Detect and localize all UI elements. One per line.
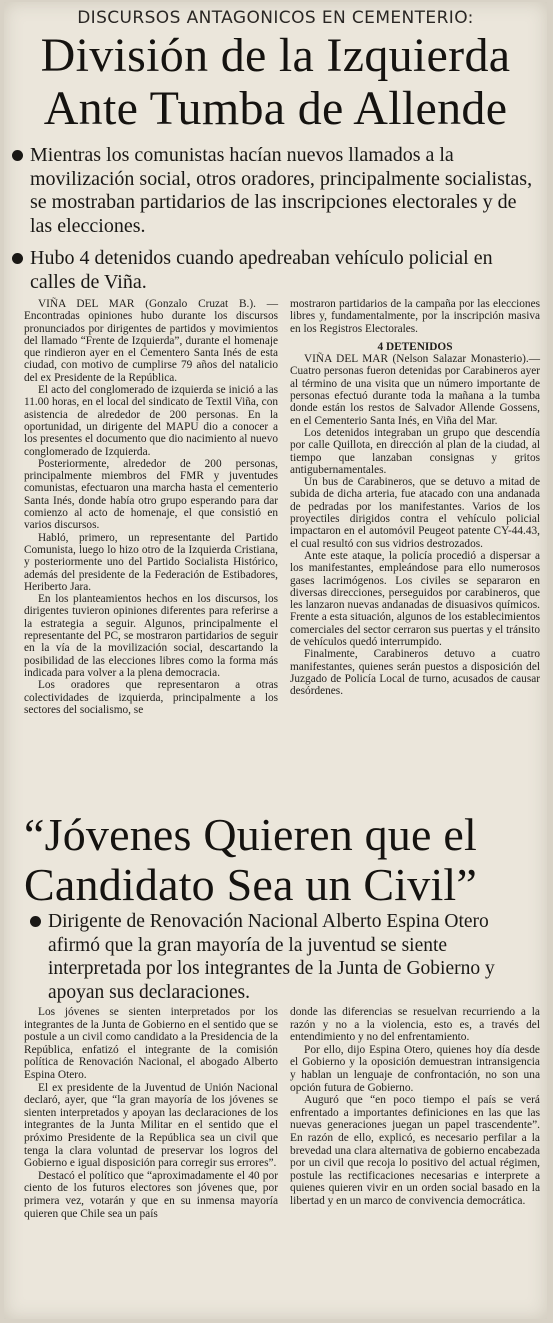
paragraph: Los oradores que representaron a otras colectividades de izquierda, principalmente a los sectores del socialismo, se [24,679,278,716]
headline-line-2: Ante Tumba de Allende [43,82,508,135]
paragraph: Los jóvenes se sienten interpretados por los integrantes de la Junta de Gobierno en el sentido que se postule a un civil como candidato a la Presidencia de la República, enfatizó el integrante de la comisión política de Renovación Nacional, el abogado Alberto Espina Otero. [24,1006,278,1081]
newspaper-clipping [4,2,547,1319]
paragraph: Ante este ataque, la policía procedió a dispersar a los manifestantes, empleándose para ello numerosos gases lacrimógenos. Los civiles se separaron en diversas direcciones, perseguidos por carabineros, que les lanzaron nuevas andanadas de disuasivos químicos. Frente a esta situación, algunos de los establecimientos comerciales del sector cerraron sus puertas y el tránsito de vehículos quedó interrumpido. [290,549,540,649]
paragraph: donde las diferencias se resuelvan recurriendo a la razón y no a la violencia, esto es, a través del entendimiento y no del enfrentamiento. [290,1006,540,1044]
paragraph: Un bus de Carabineros, que se detuvo a mitad de subida de dicha arteria, fue atacado con una andanada de pedradas por los manifestantes. Varios de los proyectiles dirigidos contra el vehículo policial impactaron en el automóvil Peugeot patente CY-44.43, el cual resultó con sus vidrios destrozados. [290,476,540,550]
article-1-column-2 [290,298,540,698]
headline-line-1: División de la Izquierda [40,29,511,82]
paragraph: El acto del conglomerado de izquierda se inició a las 11.00 horas, en el local del sindicato de Textil Viña, con asistencia de alrededor de 200 personas. En la oportunidad, un dirigente del MAPU dio a conocer a los presentes el documento que dio nacimiento al nuevo conglomerado de Izquierda. [24,384,278,458]
article-1-column-1 [24,298,278,716]
kicker: DISCURSOS ANTAGONICOS EN CEMENTERIO: [77,8,474,28]
bullet-icon [30,916,41,927]
bullet-icon [12,253,23,264]
paragraph: Posteriormente, alrededor de 200 personas, principalmente miembros del FMR y juventudes comunistas, efectuaron una marcha hasta el cementerio Santa Inés, donde había otro grupo esperando para dar comienzo al acto de homenaje, el que consistió en varios discursos. [24,457,278,532]
paragraph: mostraron partidarios de la campaña por las elecciones libres y, fundamentalmente, por la inscripción masiva en los Registros Electorales. [290,298,540,335]
paragraph: VIÑA DEL MAR (Gonzalo Cruzat B.). — Encontradas opiniones hubo durante los discursos pronunciados por dirigentes de partidos y movimientos del llamado “Frente de Izquierda”, durante el homenaje que rindieron ayer en el Cementero Santa Inés de esta ciudad, con motivo de cumplirse 79 años del natalicio del ex Presidente de la República. [24,298,278,384]
deck-bullet-1-text: Mientras los comunistas hacían nuevos llamados a la movilización social, otros oradores, principalmente socialistas, se mostraban partidarios de las inscripciones electorales y de las elecciones. [30,144,533,237]
paragraph: El ex presidente de la Juventud de Unión Nacional declaró, ayer, que “la gran mayoría de los jóvenes se sienten interpretados y apoyan las declaraciones de los integrantes de la Junta Militar en el sentido que el próximo Presidente de la República sea un civil que tenga la clara voluntad de preservar los logros del Gobierno e igual disposición para corregir sus errores”. [24,1081,278,1170]
paragraph: Por ello, dijo Espina Otero, quienes hoy día desde el Gobierno y la oposición demuestran intransigencia y hablan un lenguaje de confrontación, no son una opción futura de Gobierno. [290,1043,540,1094]
paragraph: Destacó el político que “aproximadamente el 40 por ciento de los futuros electores son jóvenes que, por primera vez, votarán y que en su inmensa mayoría quieren que Chile sea un país [24,1169,278,1220]
subheading: 4 DETENIDOS [377,340,453,353]
deck-2-text: Dirigente de Renovación Nacional Alberto Espina Otero afirmó que la gran mayoría de la juventud se siente interpretada por los integrantes de la Junta de Gobierno y apoyan sus declaraciones. [48,911,495,1003]
headline-2-line-2: Candidato Sea un Civil” [24,859,478,910]
paragraph: Habló, primero, un representante del Partido Comunista, luego lo hizo otro de la Izquierda Cristiana, y posteriormente uno del Partido Socialista Histórico, además del presidente de la Federación de Estibadores, Heriberto Jara. [24,531,278,593]
paragraph: Auguró que “en poco tiempo el país se verá enfrentado a importantes definiciones en las que las nuevas generaciones juegan un papel trascendente”. En razón de ello, explicó, es necesario perfilar a la brevedad una clara alternativa de gobierno encabezada por un civil que recoja lo positivo del actual régimen, postule las rectificaciones necesarias e interprete a quienes quieren vivir en un orden social basado en la libertad y en un marco de convivencia democrática. [290,1094,540,1207]
deck-bullet-2 [30,247,533,294]
deck-bullet-1 [30,144,533,238]
headline-2-line-1: “Jóvenes Quieren que el [24,809,477,860]
paragraph: Finalmente, Carabineros detuvo a cuatro manifestantes, quienes serán puestos a disposición del Juzgado de Policía Local de turno, acusados de causar desórdenes. [290,648,540,698]
article-2-column-1 [24,1006,278,1220]
paragraph: En los planteamientos hechos en los discursos, los dirigentes tuvieron opiniones diferentes para referirse a la estrategia a seguir. Algunos, principalmente el representante del PC, se mostraron partidarios de seguir en la vía de la movilización social, descartando la posibilidad de las elecciones libres como la forma más indicada para volver a la plena democracia. [24,593,278,679]
deck-bullet-2-text: Hubo 4 detenidos cuando apedreaban vehículo policial en calles de Viña. [30,247,493,293]
paragraph: Los detenidos integraban un grupo que descendía por calle Quillota, en dirección al plan de la ciudad, al tiempo que lanzaban consignas y gritos antigubernamentales. [290,426,540,476]
paragraph: VIÑA DEL MAR (Nelson Salazar Monasterio).— Cuatro personas fueron detenidas por Carabineros ayer al término de una visita que un número importante de personas efectuó durante toda la mañana a la tumba donde están los restos de Salvador Allende Gossens, en el Cementerio Santa Inés, en Viña del Mar. [290,353,540,427]
bullet-icon [12,150,23,161]
deck-2 [48,910,533,1004]
article-2-column-2 [290,1006,540,1208]
